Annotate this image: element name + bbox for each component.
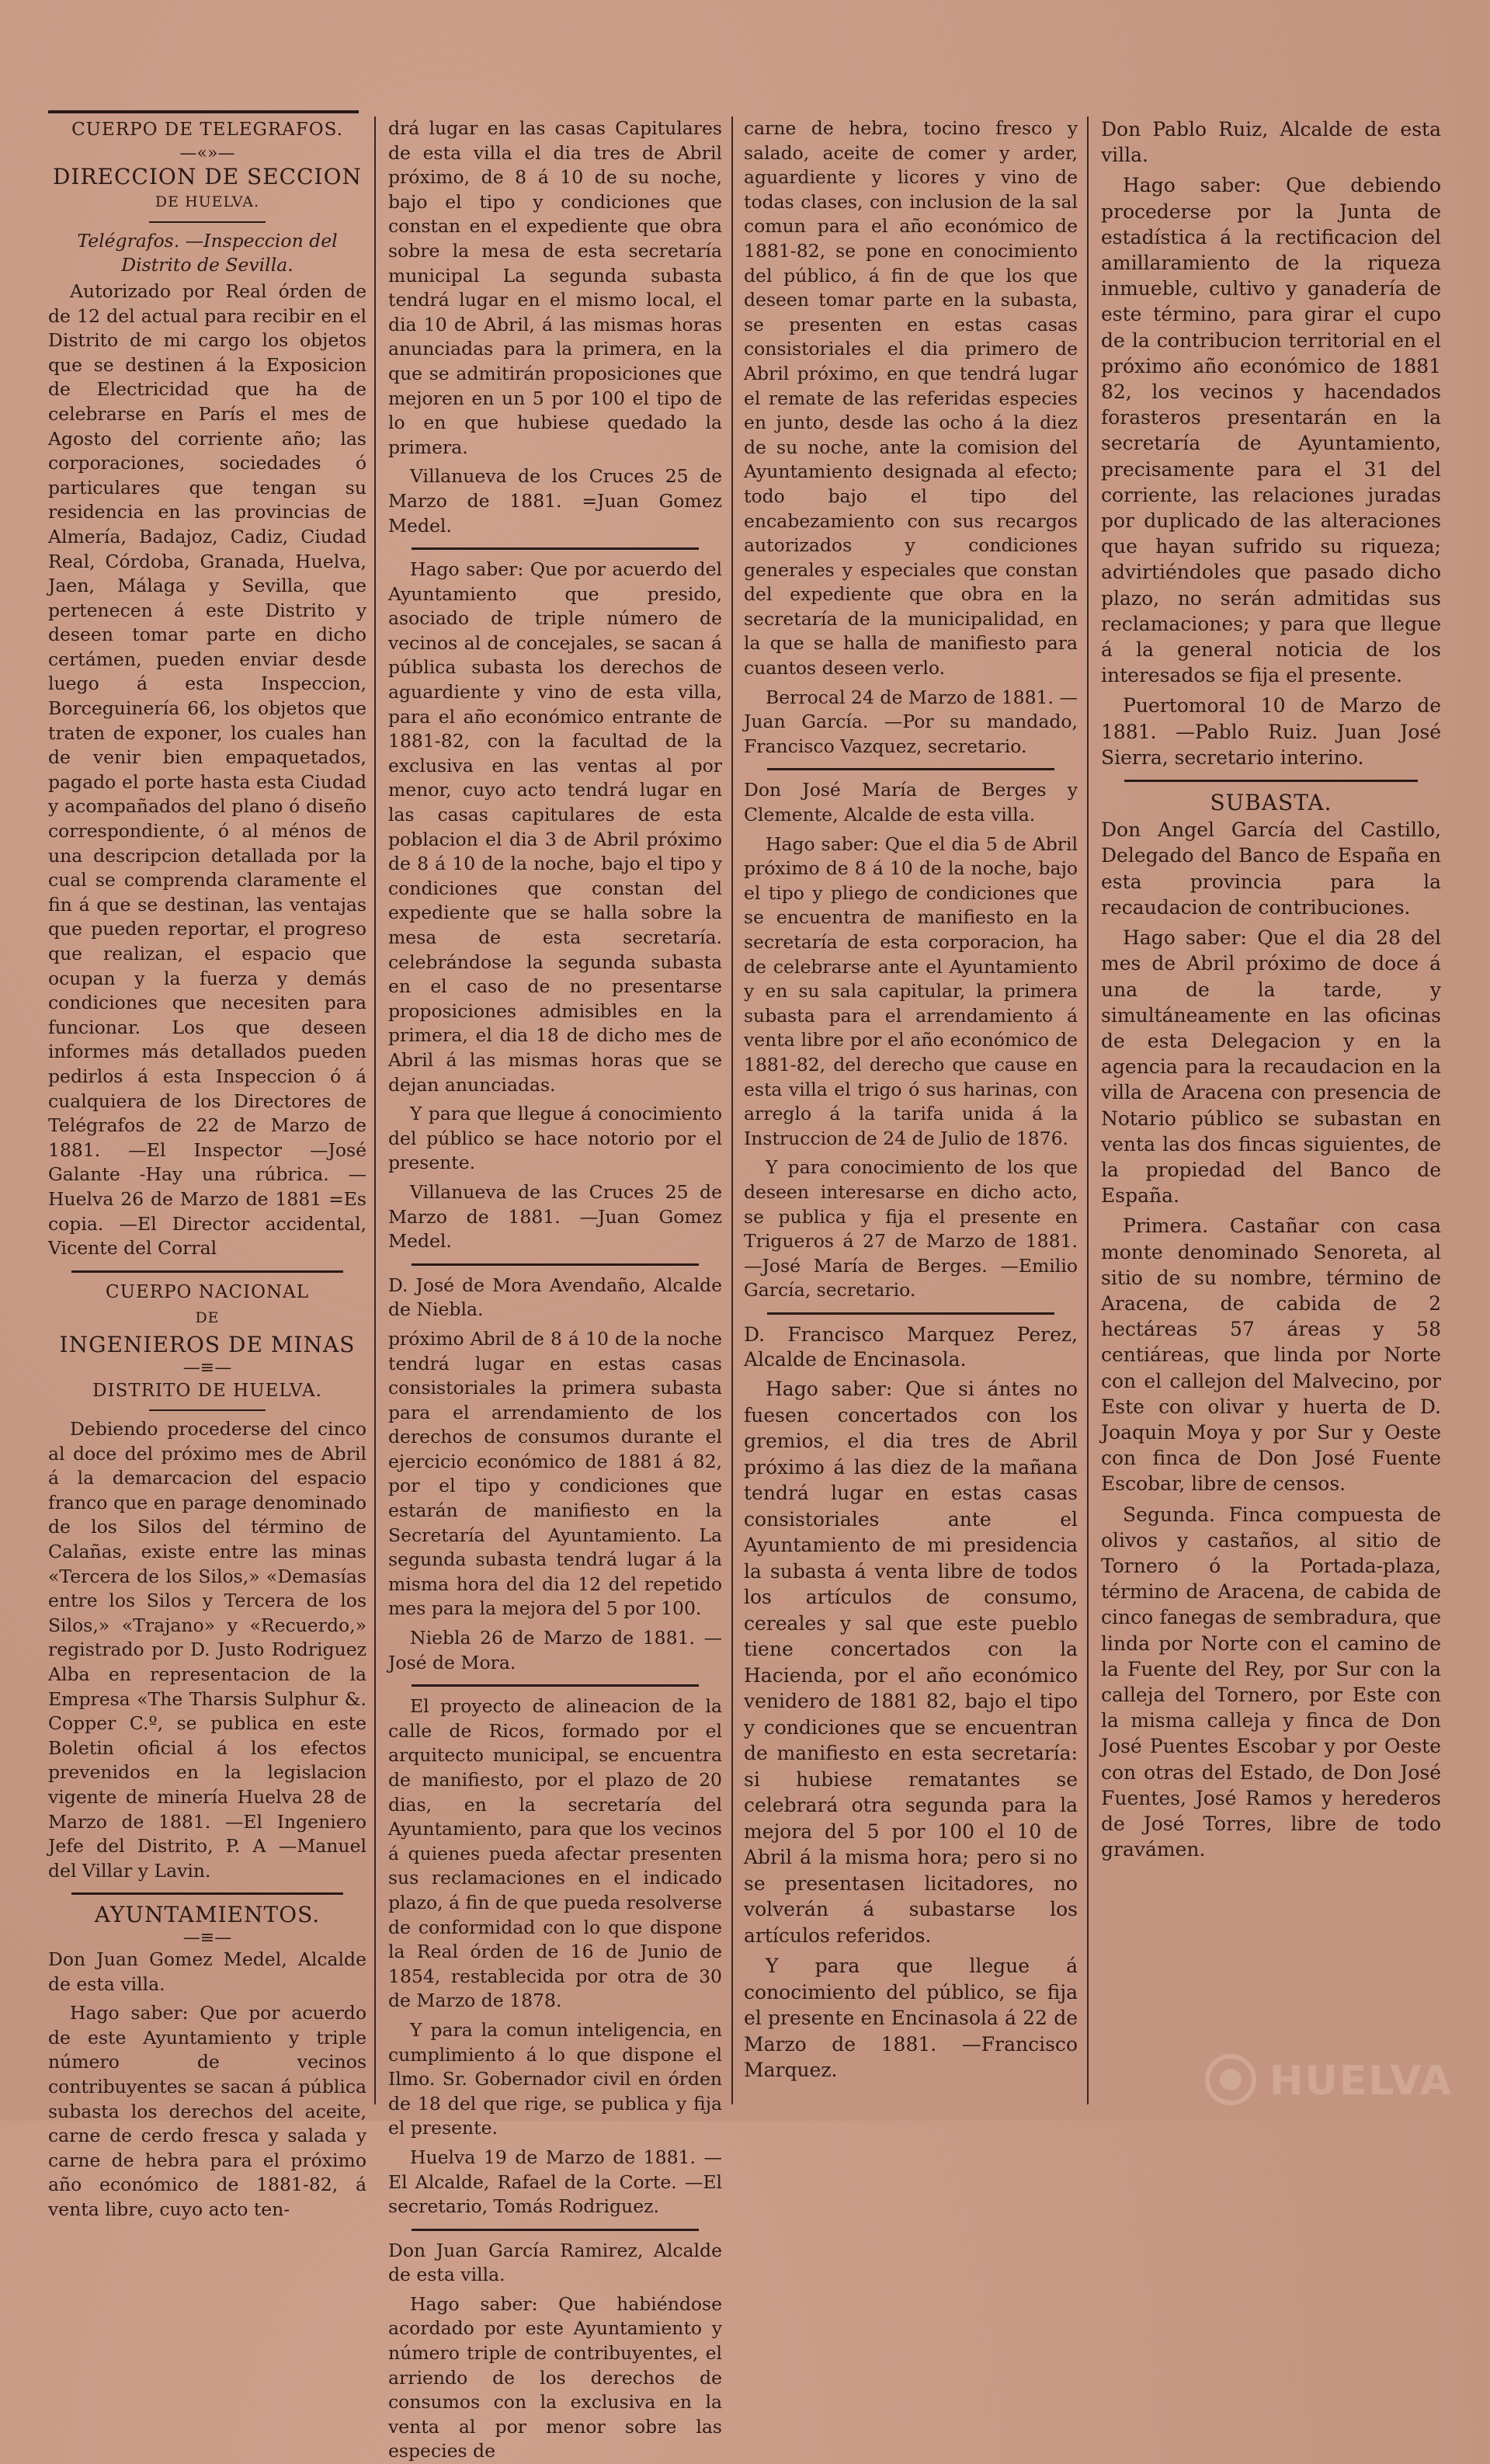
ricos-notice-2: Y para la comun inteligencia, en cumplimiento á lo que dispone el Ilmo. Sr. Gobernador civil en órden de 18 del que rige, se publica y fija el presente. xyxy=(388,2018,722,2139)
ruiz-signature: Puertomoral 10 de Marzo de 1881. —Pablo Ruiz. Juan José Sierra, secretario interino. xyxy=(1101,694,1441,769)
marquez-notice-2: Y para que llegue á conocimiento del público, se fija el presente en Encinasola á 22 de Marzo de 1881. —Francisco Marquez. xyxy=(744,1955,1078,2082)
ornament: —≡— xyxy=(182,1357,232,1378)
column-1 xyxy=(48,116,366,2220)
garcia-heading: Don Angel García del Castillo, Delegado del Banco de España en esta provincia para la recaudacion de contribuciones. xyxy=(1101,818,1441,919)
gomez-notice: Hago saber: Que por acuerdo de este Ayuntamiento y triple número de vecinos contribuyentes se sacan á pública subasta los derechos del aceite, carne de cerdo fresca y salada y carne de hebra para el próximo año económico de 1881-82, á venta libre, cuyo acto ten- xyxy=(48,2002,366,2220)
telegraph-notice: Autorizado por Real órden de de 12 del actual para recibir en el Distrito de mi cargo los objetos que se destinen á la Exposicion de Electricidad que ha de celebrarse en París el mes de Agosto del corriente año; las corporaciones, sociedades ó particulares que tengan su residencia en las provincias de Almería, Badajoz, Cadiz, Ciudad Real, Córdoba, Granada, Huelva, Jaen, Málaga y Sevilla, que pertenecen á este Distrito y deseen tomar parte en dicho certámen, pueden enviar desde luego á esta Inspeccion, Borceguinería 66, los objetos que traten de exponer, los cuales han de venir bien empaquetados, pagado el porte hasta esta Ciudad y acompañados del plano ó diseño correspondiente, ó al ménos de una descripcion detallada por la cual se comprenda claramente el fin á que se destinan, las ventajas que pueden reportar, el progreso que realizan, el espacio que ocupan y la fuerza y demás condiciones que necesiten para funcionar. Los que deseen informes más detallados pueden pedirlos á esta Inspeccion ó á cualquiera de los Directores de Telégrafos de 22 de Marzo de 1881. —El Inspector —José Galante -Hay una rúbrica. —Huelva 26 de Marzo de 1881 =Es copia. —El Director accidental, Vicente del Corral xyxy=(48,280,366,1260)
ruiz-heading: Don Pablo Ruiz, Alcalde de esta villa. xyxy=(1101,118,1441,167)
marquez-heading: D. Francisco Marquez Perez, Alcalde de Encinasola. xyxy=(744,1322,1078,1371)
separator xyxy=(412,547,699,550)
ornament: —≡— xyxy=(182,1927,232,1948)
mora-signature: Niebla 26 de Marzo de 1881. —José de Mora. xyxy=(388,1627,722,1673)
column-rule-3 xyxy=(1087,116,1089,2104)
mines-notice: Debiendo procederse del cinco al doce del próximo mes de Abril á la demarcacion del espacio franco que en parage denominado de los Silos del término de Calañas, existe entre las minas «Tercera de los Silos,» «Demasías entre los Silos y Tercera de los Silos,» «Trajano» y «Recuerdo,» registrado por D. Justo Rodriguez Alba en representacion de la Empresa «The Tharsis Sulphur &. Copper C.º, se publica en este Boletin oficial á los efectos prevenidos en la legislacion vigente de minería Huelva 28 de Marzo de 1881. —El Ingeniero Jefe del Distrito, P. A —Manuel del Villar y Lavin. xyxy=(48,1418,366,1882)
ruiz-notice: Hago saber: Que debiendo procederse por la Junta de estadística á la rectificacion del amillaramiento de la riqueza inmueble, cultivo y ganadería de este término, para girar el cupo de la contribucion territorial en el próximo año económico de 1881 82, los vecinos y hacendados forasteros presentarán en la secretaría de Ayuntamiento, precisamente para el 31 del corriente, las relaciones juradas por duplicado de las alteraciones que hayan sufrido su riqueza; advirtiéndoles que pasado dicho plazo, no serán admitidas sus reclamaciones; y para que llegue á la general noticia de los interesados se fija el presente. xyxy=(1101,174,1441,687)
separator xyxy=(767,768,1054,770)
gomez2-signature: Villanueva de las Cruces 25 de Marzo de 1881. —Juan Gomez Medel. xyxy=(388,1180,722,1253)
marquez-notice: Hago saber: Que si ántes no fuesen concertados con los gremios, el dia tres de Abril próximo á las diez de la mañana tendrá lugar en estas casas consistoriales ante el Ayuntamiento de mi presidencia la subasta á venta libre de todos los artículos de consumo, cereales y sal que este pueblo tiene concertados con la Hacienda, por el año económico venidero de 1881 82, bajo el tipo y condiciones que se encuentran de manifiesto en esta secretaría: si hubiese rematantes se celebrará otra segunda para la mejora del 5 por 100 el 10 de Abril á la misma hora; pero si no se presentasen licitadores, no volverán á subastarse los artículos referidos. xyxy=(744,1378,1078,1947)
mora-heading: D. José de Mora Avendaño, Alcalde de Niebla. xyxy=(388,1274,722,1321)
separator xyxy=(412,1684,699,1687)
ramirez-notice-cont: carne de hebra, tocino fresco y salado, aceite de comer y arder, aguardiente y licores y vino de todas clases, con inclusion de la sal comun para el año económico de 1881-82, se pone en conocimiento del público, á fin de que los que deseen tomar parte en la subasta, se presenten en estas casas consistoriales el dia primero de Abril próximo, en que tendrá lugar el remate de las referidas especies en junto, desde las ocho á la diez de su noche, ante la comision del Ayuntamiento designada al efecto; todo bajo el tipo del encabezamiento con sus recargos autorizados y condiciones generales y especiales que constan del expediente que obra en la secretaría de la municipalidad, en la que se halla de manifiesto para cuantos deseen verlo. xyxy=(744,117,1078,679)
ricos-notice: El proyecto de alineacion de la calle de Ricos, formado por el arquitecto municipal, se encuentra de manifiesto, por el plazo de 20 dias, en la secretaría del Ayuntamiento, para que los vecinos á quienes pueda afectar presenten sus reclamaciones en el indicado plazo, á fin de que pueda resolverse de conformidad con lo que dispone la Real órden de 16 de Junio de 1854, restablecida por otra de 30 de Marzo de 1878. xyxy=(388,1695,722,2012)
berges-notice-2: Y para conocimiento de los que deseen interesarse en dicho acto, se publica y fija el presente en Trigueros á 27 de Marzo de 1881. —José María de Berges. —Emilio García, secretario. xyxy=(744,1156,1078,1302)
separator xyxy=(412,1263,699,1266)
ramirez-heading: Don Juan García Ramirez, Alcalde de esta villa. xyxy=(388,2239,722,2286)
mines-de: DE xyxy=(195,1309,220,1327)
column-2 xyxy=(388,116,722,2462)
ayuntamientos-header: AYUNTAMIENTOS. xyxy=(94,1902,321,1928)
separator xyxy=(149,221,266,223)
column-rule-2 xyxy=(731,116,733,2104)
column-rule-1 xyxy=(374,116,376,2104)
separator xyxy=(1124,780,1418,782)
top-rule xyxy=(48,110,359,113)
separator xyxy=(149,1409,266,1411)
berges-heading: Don José María de Berges y Clemente, Alcalde de esta villa. xyxy=(744,779,1078,826)
huelva-watermark xyxy=(1200,2052,1454,2108)
ramirez-signature: Berrocal 24 de Marzo de 1881. —Juan García. —Por su mandado, Francisco Vazquez, secretario. xyxy=(744,686,1078,757)
gomez-heading: Don Juan Gomez Medel, Alcalde de esta villa. xyxy=(48,1948,366,1995)
mines-district: DISTRITO DE HUELVA. xyxy=(92,1380,322,1401)
finca-segunda: Segunda. Finca compuesta de olivos y castaños, al sitio de Tornero ó la Portada-plaza, término de Aracena, de cabida de cinco fanegas de sembradura, que linda por Norte con el camino de la Fuente del Rey, por Sur con la calleja del Tornero, por Este con la misma calleja y finca de Don José Puentes Escobar y por Oeste con otras del Estado, de Don José Fuentes, José Ramos y herederos de José Torres, libre de todo gravámen. xyxy=(1101,1503,1441,1861)
mora-notice: próximo Abril de 8 á 10 de la noche tendrá lugar en estas casas consistoriales la primera subasta para el arrendamiento de los derechos de consumos durante el ejercicio económico de 1881 á 82, por el tipo y condiciones que estarán de manifiesto en la Secretaría del Ayuntamiento. La segunda subasta tendrá lugar á la misma hora del dia 12 del repetido mes para la mejora del 5 por 100. xyxy=(388,1327,722,1620)
gomez2-notice-2: Y para que llegue á conocimiento del público se hace notorio por el presente. xyxy=(388,1103,722,1174)
column-3 xyxy=(744,116,1078,2097)
watermark-text: HUELVA xyxy=(1269,2058,1454,2104)
watermark-emblem-icon xyxy=(1200,2052,1262,2108)
separator xyxy=(412,2229,699,2231)
ricos-signature: Huelva 19 de Marzo de 1881. —El Alcalde, Rafael de la Corte. —El secretario, Tomás Rodriguez. xyxy=(388,2146,722,2218)
berges-notice: Hago saber: Que el dia 5 de Abril próximo de 8 á 10 de la noche, bajo el tipo y pliego de condiciones que se encuentra de manifiesto en la secretaría de esta corporacion, ha de celebrarse ante el Ayuntamiento y en su sala capitular, la primera subasta para el arrendamiento á venta libre por el año económico de 1881-82, del derecho que cause en esta villa el trigo ó sus harinas, con arreglo á la tarifa unida á la Instruccion de 24 de Julio de 1876. xyxy=(744,832,1078,1149)
gomez2-notice: Hago saber: Que por acuerdo del Ayuntamiento que presido, asociado de triple número de vecinos al de concejales, se sacan á pública subasta los derechos de aguardiente y vino de esta villa, para el año económico entrante de 1881-82, con la facultad de la exclusiva en las ventas al por menor, cuyo acto tendrá lugar en las casas capitulares de esta poblacion el dia 3 de Abril próximo de 8 á 10 de la noche, bajo el tipo y condiciones que constan del expediente que se halla sobre la mesa de esta secretaría. celebrándose la segunda subasta en el caso de no presentarse proposiciones admisibles en la primera, el dia 18 de dicho mes de Abril á las mismas horas que se dejan anunciadas. xyxy=(388,558,722,1096)
separator xyxy=(767,1312,1054,1315)
gomez-notice-cont: drá lugar en las casas Capitulares de esta villa el dia tres de Abril próximo, de 8 á 10 de su noche, bajo el tipo y condiciones que constan en el expediente que obra sobre la mesa de esta secretaría municipal La segunda subasta tendrá lugar en el mismo local, el dia 10 de Abril, á las mismas horas anunciadas para la primera, en la que se admitirán proposiciones que mejoren en un 5 por 100 el tipo de lo en que hubiese quedado la primera. xyxy=(388,117,722,458)
garcia-notice: Hago saber: Que el dia 28 del mes de Abril próximo de doce á una de la tarde, y simultáneamente en las oficinas de esta Delegacion y en la agencia para la recaudacion en la villa de Aracena con presencia de Notario público se subastan en venta las dos fincas siguientes, de la propiedad del Banco de España. xyxy=(1101,926,1441,1208)
telegraph-subtitle: Telégrafos. —Inspeccion del Distrito de Sevilla. xyxy=(77,229,338,276)
mines-header: CUERPO NACIONAL xyxy=(105,1281,309,1302)
ornament: —«»— xyxy=(179,143,235,163)
mines-title: INGENIEROS DE MINAS xyxy=(59,1331,356,1357)
ramirez-notice: Hago saber: Que habiéndose acordado por este Ayuntamiento y número triple de contribuyentes, el arriendo de los derechos de consumos con la exclusiva en la venta al por menor sobre las especies de xyxy=(388,2292,722,2462)
direction-heading: DIRECCION DE SECCION xyxy=(52,163,363,189)
separator xyxy=(71,1892,343,1895)
column-4 xyxy=(1101,116,1441,2097)
direction-subheading: DE HUELVA. xyxy=(155,193,260,211)
separator xyxy=(71,1270,343,1273)
gomez-signature: Villanueva de los Cruces 25 de Marzo de 1881. =Juan Gomez Medel. xyxy=(388,465,722,537)
finca-primera: Primera. Castañar con casa monte denominado Senoreta, al sitio de su nombre, término de Aracena, de cabida de 2 hectáreas 57 áreas y 58 centiáreas, que linda por Norte con el callejon del Malvecino, por Este con olivar y huerta de D. Joaquin Moya y por Sur y Oeste con finca de Don José Fuente Escobar, libre de censos. xyxy=(1101,1215,1441,1496)
telegraph-header: CUERPO DE TELEGRAFOS. xyxy=(71,120,343,140)
subasta-header: SUBASTA. xyxy=(1210,790,1332,816)
